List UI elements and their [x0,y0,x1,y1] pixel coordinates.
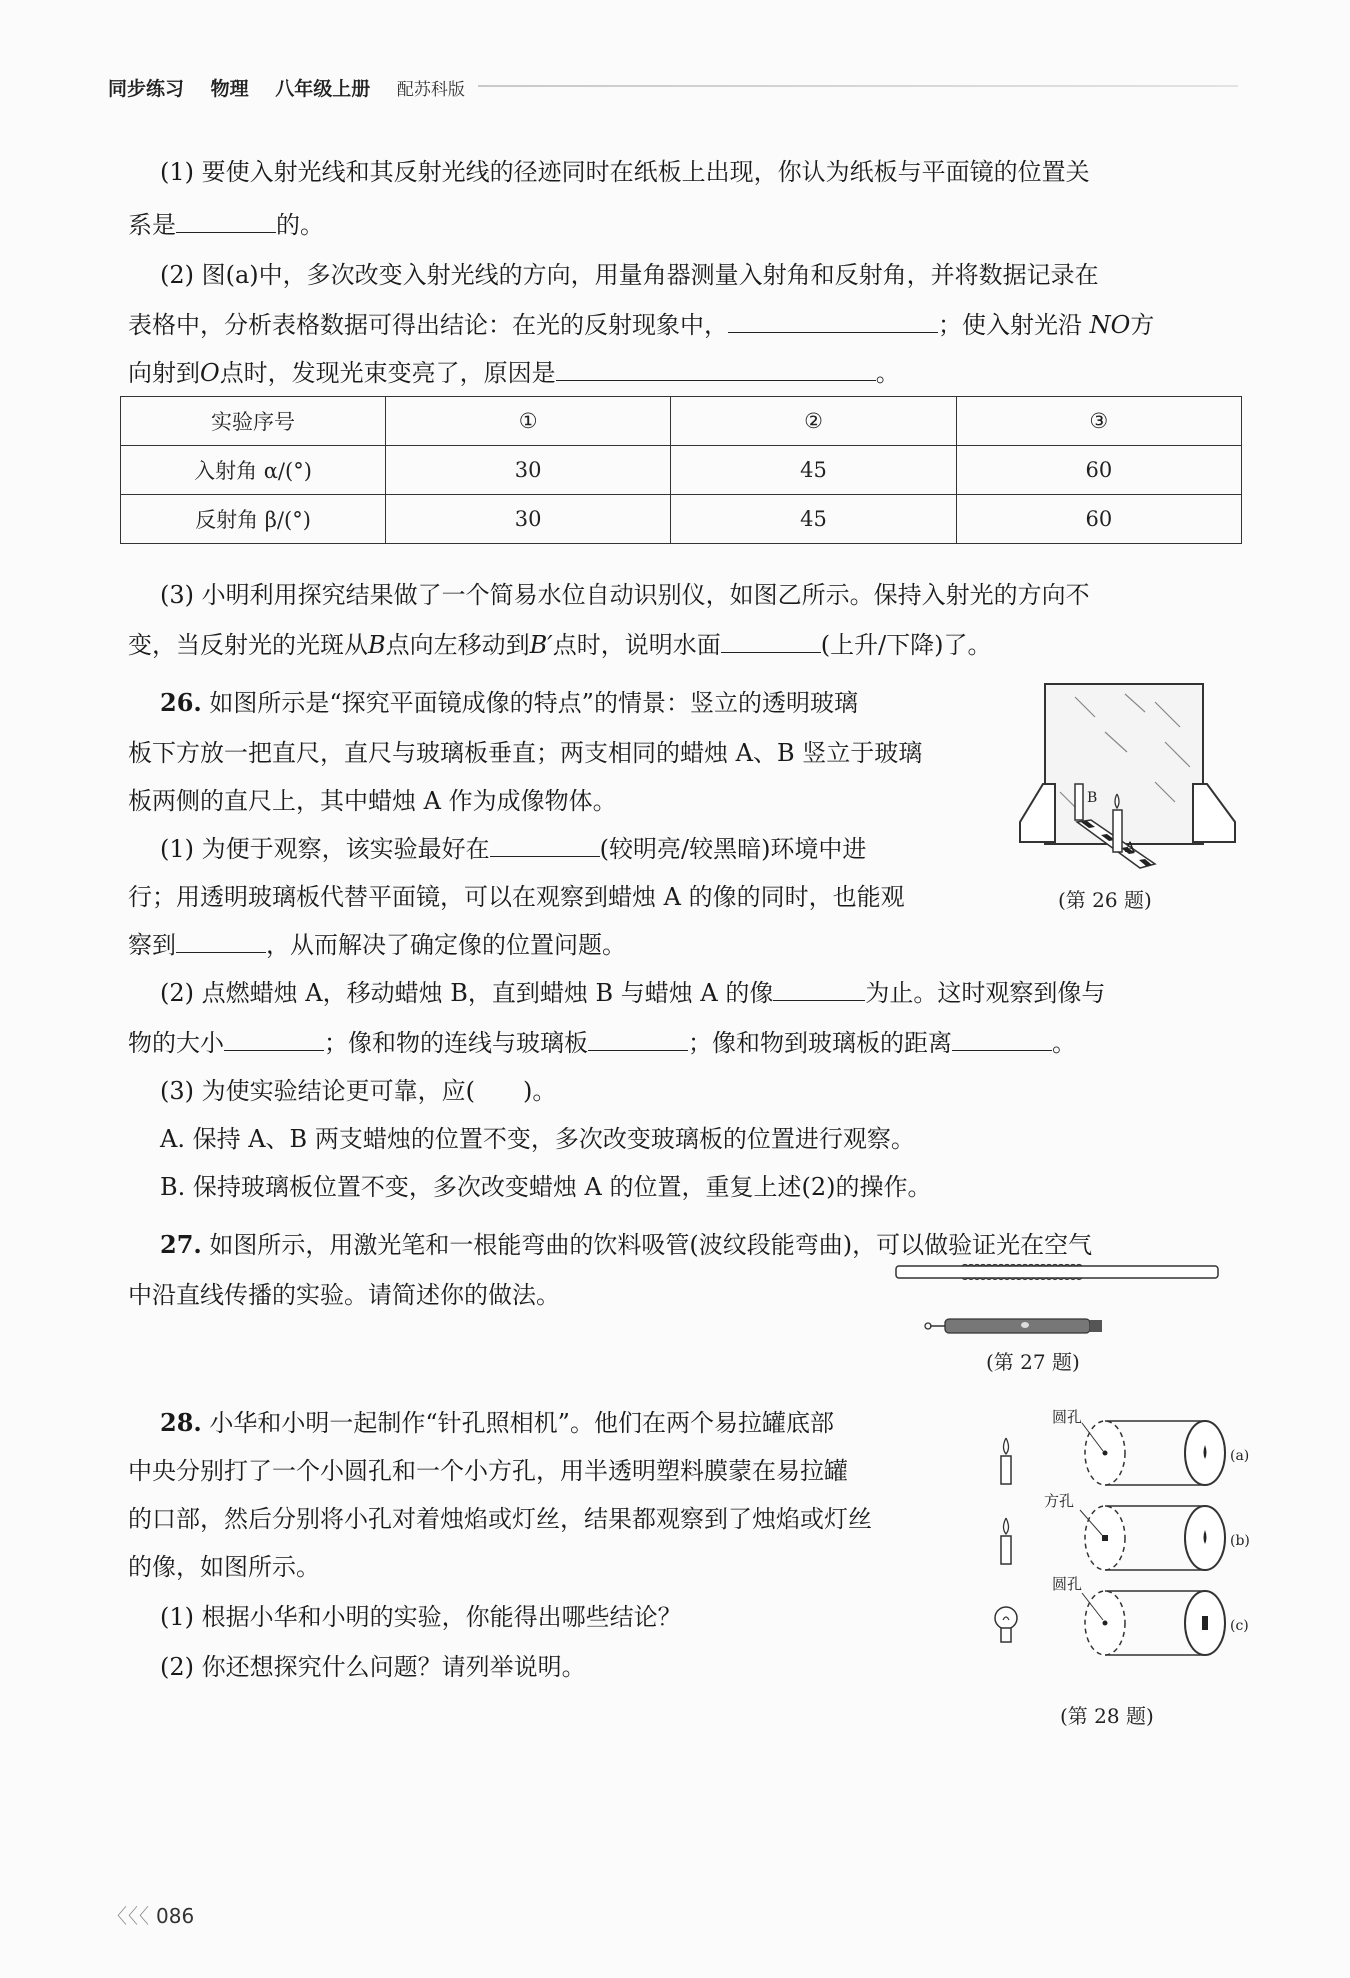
q25-part2-line1: (2) 图(a)中，多次改变入射光线的方向，用量角器测量入射角和反射角，并将数据记录在 [160,261,1099,289]
q28-line2: 中央分别打了一个小圆孔和一个小方孔，用半透明塑料膜蒙在易拉罐 [128,1457,848,1485]
header-subject: 物理 [210,78,249,100]
q26-intro-line2: 板下方放一把直尺，直尺与玻璃板垂直；两支相同的蜡烛 A、B 竖立于玻璃 [128,739,923,767]
table-header-cell: 实验序号 [121,397,386,446]
q25-part2-text2: ；使入射光沿 [938,311,1082,339]
q25-part1-line1: (1) 要使入射光线和其反射光线的径迹同时在纸板上出现，你认为纸板与平面镜的位置关 [160,158,1090,186]
table-row-label: 反射角 β/(°) [121,495,386,544]
figure-28-pinhole-cameras [992,1398,1260,1698]
q26-part2-line1 [160,978,1105,1008]
q26-part1-text: (1) 为便于观察，该实验最好在 [160,835,490,863]
q26-option-a[interactable]: A. 保持 A、B 两支蜡烛的位置不变，多次改变玻璃板的位置进行观察。 [160,1125,915,1153]
q26-part1-line3 [128,930,626,960]
figure-28-caption: (第 28 题) [1060,1704,1154,1728]
q25-part3-line2 [128,630,992,660]
figure-26-label-a: A [1125,840,1136,856]
table-cell: 30 [386,446,671,495]
table-cell: 60 [956,446,1241,495]
q26-option-b[interactable]: B. 保持玻璃板位置不变，多次改变蜡烛 A 的位置，重复上述(2)的操作。 [160,1173,932,1201]
label-o: O [200,359,220,387]
q26-part2-text3: 物的大小 [128,1029,224,1057]
q26-part1-line1 [160,834,866,864]
header-series: 同步练习 [108,78,185,100]
q25-answer-blank-2[interactable] [728,310,938,333]
table-row-label: 入射角 α/(°) [121,446,386,495]
figure-28-label-c: (c) [1230,1618,1249,1634]
q28-part2: (2) 你还想探究什么问题？请列举说明。 [160,1653,586,1681]
header-grade: 八年级上册 [275,78,371,100]
q26-number: 26. [160,688,202,717]
q25-part1-tail: 的。 [276,211,324,239]
figure-28-candle-a [1001,1438,1011,1484]
q26-intro-line3: 板两侧的直尺上，其中蜡烛 A 作为成像物体。 [128,787,617,815]
figure-28-label-round-hole-2: 圆孔 [1052,1575,1083,1593]
figure-26-label-b: B [1087,790,1098,806]
table-cell: 30 [386,495,671,544]
q26-part1-text2: (较明亮/较黑暗)环境中进 [599,835,867,863]
figure-26-mirror-experiment [1015,672,1250,882]
q25-part2-text4: 点时，发现光束变亮了，原因是 [219,359,556,387]
label-b: B [368,631,386,659]
q25-part1-text: 系是 [128,211,176,239]
figure-28-light-bulb [995,1607,1017,1642]
figure-28-can-b [1085,1506,1225,1570]
q25-part3-line1: (3) 小明利用探究结果做了一个简易水位自动识别仪，如图乙所示。保持入射光的方向不 [160,581,1090,609]
q28-part1: (1) 根据小华和小明的实验，你能得出哪些结论？ [160,1603,682,1631]
q26-part2-text5: ；像和物到玻璃板的距离 [688,1029,952,1057]
q25-part2-tail: 。 [875,359,900,387]
q27-line2: 中沿直线传播的实验。请简述你的做法。 [128,1281,560,1309]
header-edition: 配苏科版 [396,80,465,100]
table-cell: 45 [671,446,956,495]
q25-part2-line3 [128,358,900,388]
table-header-cell: ③ [956,397,1241,446]
page-header [108,74,485,101]
q26-part3: (3) 为使实验结论更可靠，应( )。 [160,1077,557,1105]
table-header-cell: ② [671,397,956,446]
figure-27-caption: (第 27 题) [986,1350,1080,1374]
q26-answer-blank-4[interactable] [224,1028,324,1051]
figure-28-label-b: (b) [1230,1533,1250,1549]
q25-part2-text: 表格中，分析表格数据可得出结论：在光的反射现象中， [128,311,728,339]
figure-28-candle-b [1001,1518,1011,1564]
q25-part3-text: 变，当反射光的光斑从 [128,631,368,659]
q28-text: 小华和小明一起制作“针孔照相机”。他们在两个易拉罐底部 [209,1409,834,1437]
figure-28-can-c [1085,1591,1225,1655]
q25-answer-blank-1[interactable] [176,210,276,233]
q26-answer-blank-1[interactable] [490,834,600,857]
q26-part2-text: (2) 点燃蜡烛 A，移动蜡烛 B，直到蜡烛 B 与蜡烛 A 的像 [160,979,774,1007]
q26-part1-line2: 行；用透明玻璃板代替平面镜，可以在观察到蜡烛 A 的像的同时，也能观 [128,883,905,911]
q26-intro-line1 [160,688,858,718]
q28-line1 [160,1408,834,1438]
q26-part1-tail: ，从而解决了确定像的位置问题。 [266,931,626,959]
q26-part2-text4: ；像和物的连线与玻璃板 [324,1029,588,1057]
q27-line1 [160,1230,1092,1260]
q26-answer-blank-3[interactable] [773,978,865,1001]
label-b-prime: B′ [529,631,553,659]
page-footer [107,1900,194,1929]
q27-number: 27. [160,1230,202,1259]
q28-line4: 的像，如图所示。 [128,1553,320,1581]
figure-26-caption: (第 26 题) [1058,888,1152,912]
q25-part3-tail: (上升/下降)了。 [820,631,992,659]
q25-answer-blank-4[interactable] [721,630,821,653]
footer-chevrons: 〈〈〈 [107,1904,150,1928]
label-no: NO [1089,311,1131,339]
q25-part2-text3: 向射到 [128,359,200,387]
q26-part2-tail: 。 [1052,1029,1076,1057]
q25-part2-dir: 方 [1130,311,1155,339]
q26-part1-text3: 察到 [128,931,176,959]
table-row [121,446,1242,495]
table-cell: 45 [671,495,956,544]
q26-intro-text: 如图所示是“探究平面镜成像的特点”的情景：竖立的透明玻璃 [209,689,858,717]
q26-part2-line2 [128,1028,1076,1058]
header-rule [478,85,1238,87]
figure-28-label-a: (a) [1230,1448,1250,1464]
q27-text: 如图所示，用激光笔和一根能弯曲的饮料吸管(波纹段能弯曲)，可以做验证光在空气 [209,1231,1093,1259]
q26-answer-blank-6[interactable] [952,1028,1052,1051]
table-row [121,495,1242,544]
figure-28-label-round-hole-1: 圆孔 [1052,1408,1083,1426]
q26-answer-blank-5[interactable] [588,1028,688,1051]
table-header-cell: ① [386,397,671,446]
q25-part2-line2 [128,310,1154,340]
data-table [120,396,1242,544]
q25-part3-text2: 点向左移动到 [385,631,530,659]
q26-part2-text2: 为止。这时观察到像与 [865,979,1106,1007]
q25-part1-line2 [128,210,324,240]
figure-27-straw-and-laser [890,1262,1230,1336]
q28-line3: 的口部，然后分别将小孔对着烛焰或灯丝，结果都观察到了烛焰或灯丝 [128,1505,872,1533]
q26-answer-blank-2[interactable] [176,930,266,953]
q25-part3-text3: 点时，说明水面 [552,631,721,659]
q28-number: 28. [160,1408,202,1437]
table-header-row [121,397,1242,446]
figure-28-can-a [1085,1421,1225,1485]
page-number: 086 [156,1904,195,1928]
figure-28-label-square-hole: 方孔 [1044,1492,1075,1510]
q25-answer-blank-3[interactable] [556,358,876,381]
table-cell: 60 [956,495,1241,544]
